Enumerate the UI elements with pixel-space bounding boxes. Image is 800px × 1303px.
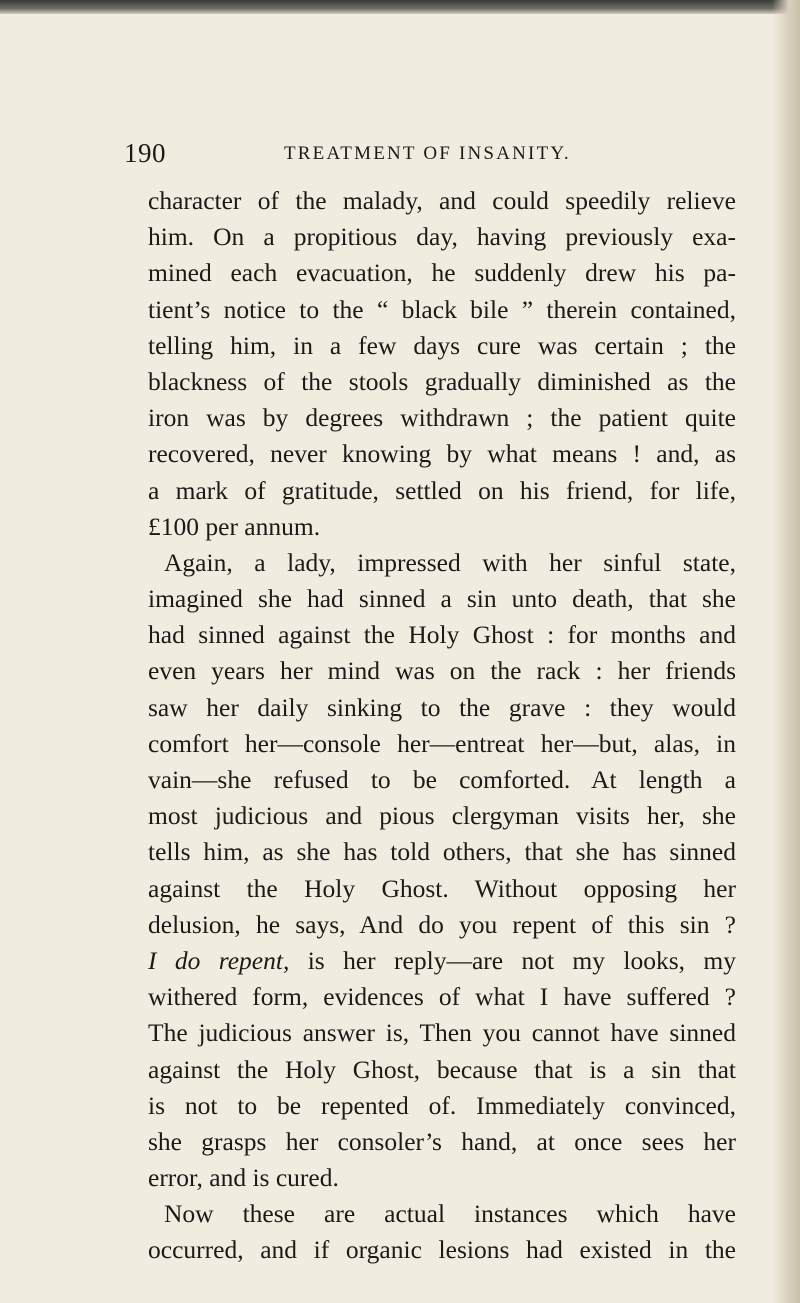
text-line: tient’s notice to the “ black bile ” therein contained, bbox=[148, 294, 736, 324]
text-line: she grasps her consoler’s hand, at once sees her bbox=[148, 1126, 736, 1156]
page-top-edge bbox=[0, 0, 800, 14]
text-line: is not to be repented of. Immediately convinced, bbox=[148, 1090, 736, 1120]
text-line: imagined she had sinned a sin unto death, that she bbox=[148, 584, 736, 614]
text-line: The judicious answer is, Then you cannot have sinned bbox=[148, 1018, 736, 1048]
text-line: delusion, he says, And do you repent of this sin ? bbox=[148, 909, 736, 939]
body-text bbox=[148, 183, 736, 1269]
text-line: against the Holy Ghost, because that is a sin that bbox=[148, 1054, 736, 1084]
text-line: occurred, and if organic lesions had existed in the bbox=[148, 1235, 736, 1265]
text-line: most judicious and pious clergyman visits her, she bbox=[148, 801, 736, 831]
text-line: mined each evacuation, he suddenly drew his pa- bbox=[148, 258, 736, 288]
text-line: character of the malady, and could speedily relieve bbox=[148, 186, 736, 215]
paragraph-start-line: Again, a lady, impressed with her sinful state, bbox=[164, 547, 736, 577]
text-line: had sinned against the Holy Ghost : for months and bbox=[148, 620, 736, 650]
text-line: vain—she refused to be comforted. At length a bbox=[148, 765, 736, 794]
text-line: tells him, as she has told others, that she has sinned bbox=[148, 837, 736, 867]
text-line: iron was by degrees withdrawn ; the patient quite bbox=[148, 403, 736, 433]
text-line: a mark of gratitude, settled on his friend, for life, bbox=[148, 475, 736, 505]
text-line: error, and is cured. bbox=[148, 1163, 339, 1193]
paragraph-start-line: Now these are actual instances which have bbox=[164, 1199, 736, 1229]
italic-phrase: I do repent, bbox=[148, 945, 290, 975]
text-line: recovered, never knowing by what means ! and, as bbox=[148, 439, 736, 469]
text-line: telling him, in a few days cure was certain ; the bbox=[148, 330, 736, 360]
text-line-mixed bbox=[148, 943, 736, 979]
text-line: him. On a propitious day, having previously exa- bbox=[148, 222, 736, 252]
text-line: withered form, evidences of what I have suffered ? bbox=[148, 982, 736, 1012]
text-line: comfort her—console her—entreat her—but, alas, in bbox=[148, 728, 736, 758]
page-gutter-shadow bbox=[772, 0, 800, 1303]
page-number: 190 bbox=[124, 138, 166, 168]
text-line: saw her daily sinking to the grave : they would bbox=[148, 692, 736, 722]
text-line: £100 per annum. bbox=[148, 511, 321, 541]
text-line: even years her mind was on the rack : her friends bbox=[148, 656, 736, 686]
text-line: blackness of the stools gradually diminished as the bbox=[148, 366, 736, 396]
running-title: TREATMENT OF INSANITY. bbox=[284, 143, 571, 164]
text-line-rest: is her reply—are not my looks, my bbox=[289, 945, 736, 975]
text-line: against the Holy Ghost. Without opposing her bbox=[148, 873, 736, 903]
